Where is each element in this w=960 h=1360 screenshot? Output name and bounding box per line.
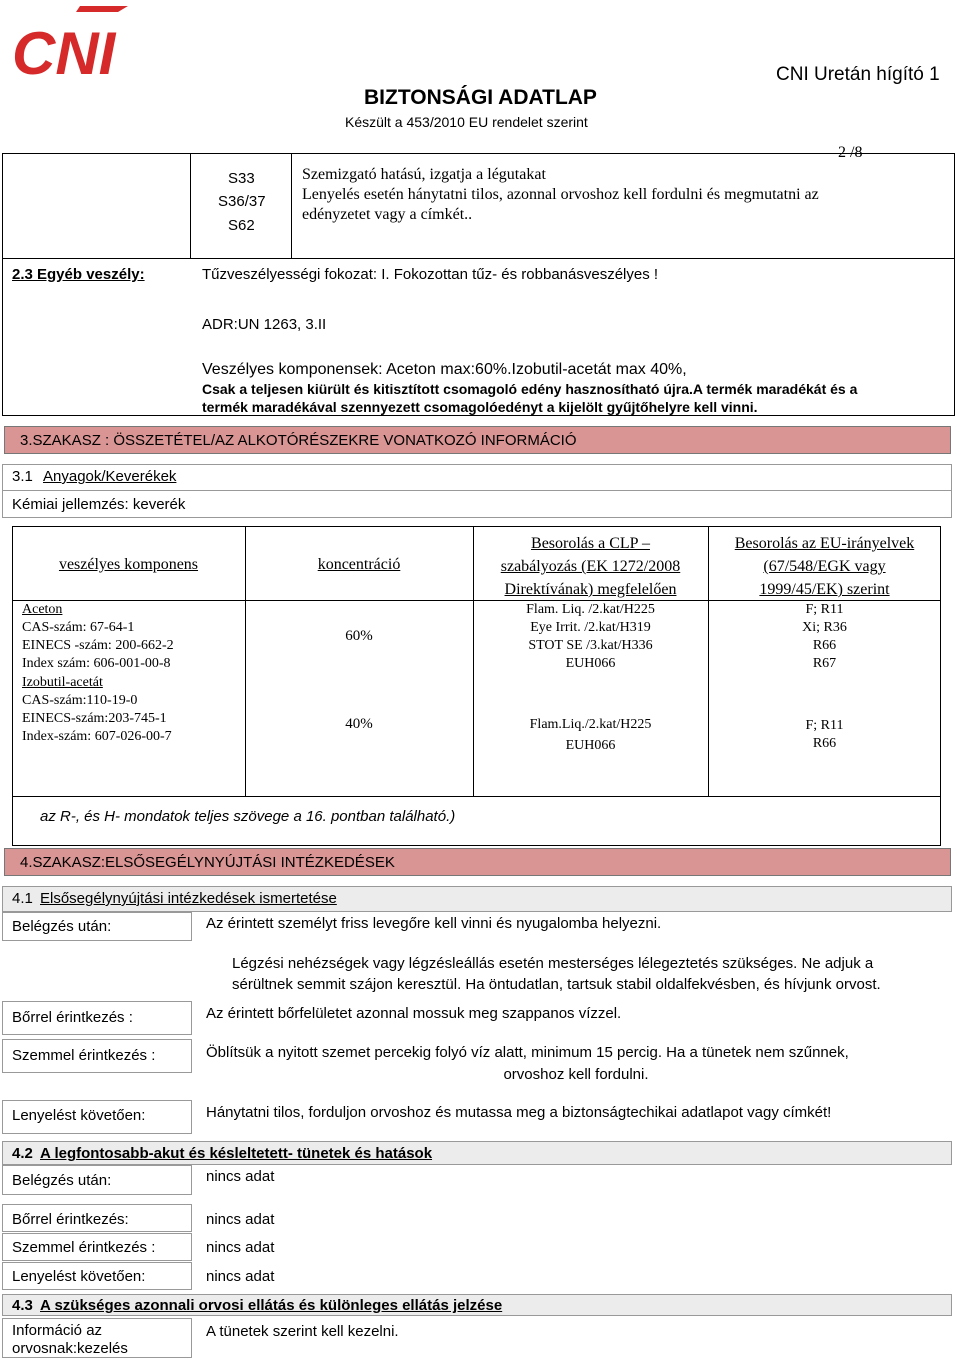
product-name: CNI Uretán hígító 1 [776, 64, 940, 85]
s42-title: A legfontosabb-akut és késleltetett- tünetek és hatások [40, 1145, 433, 1162]
s-phrase-code: S33 [228, 170, 255, 187]
header-eu: Besorolás az EU-irányelvek (67/548/EGK vagy 1999/45/EK) szerint [734, 535, 915, 598]
component-name: Aceton [22, 602, 63, 617]
symptom-label: Bőrrel érintkezés: [12, 1211, 129, 1228]
doctor-info-label: Információ az orvosnak:kezelés [12, 1322, 128, 1357]
clp-classification: Flam. Liq. /2.kat/H225 Eye Irrit. /2.kat/H319 STOT SE /3.kat/H336 EUH066 [526, 602, 655, 671]
breathing-text: Légzési nehézségek vagy légzésleállás esetén mesterséges lélegeztetés szükséges. Ne adjuk a sérültnek semmit szájon keresztül. Ha öntudatlan, tartsuk stabil oldalfekvésben, és hívjunk orvost. [232, 955, 881, 993]
eu-classification: F; R11 R66 [805, 718, 844, 751]
concentration-value: 40% [345, 716, 373, 732]
s-phrase-text: edényzetet vagy a címkét.. [302, 206, 473, 223]
symptom-value: nincs adat [206, 1268, 275, 1285]
inhalation-text: Az érintett személyt friss levegőre kell vinni és nyugalomba helyezni. [206, 915, 662, 932]
doctor-info-text: A tünetek szerint kell kezelni. [206, 1323, 399, 1340]
component-name: Izobutil-acetát [22, 675, 103, 690]
hazard-components: Veszélyes komponensek: Aceton max:60%.Izobutil-acetát max 40%, [202, 361, 687, 378]
eu-classification: F; R11 Xi; R36 R66 R67 [802, 602, 847, 671]
symptom-value: nincs adat [206, 1168, 275, 1185]
s-phrase-text: Lenyelés esetén hánytatni tilos, azonnal orvoshoz kell fordulni és megmutatni az [302, 186, 819, 203]
table-row: Izobutil-acetát CAS-szám:110-19-0 EINECS-szám:203-745-1 Index-szám: 607-026-00-7 [22, 675, 172, 744]
substances-title: Anyagok/Keverékek [43, 468, 177, 485]
header-concentration: koncentráció [317, 556, 401, 573]
header-clp: Besorolás a CLP – szabályozás (EK 1272/2008 Direktívának) megfelelően [500, 535, 681, 598]
page-number: 2 /8 [838, 144, 863, 161]
svg-text:CNI: CNI [12, 20, 116, 82]
clp-classification: Flam.Liq./2.kat/H225 EUH066 [529, 717, 652, 753]
symptom-label: Belégzés után: [12, 1172, 112, 1189]
section3-title: 3.SZAKASZ : ÖSSZETÉTEL/AZ ALKOTÓRÉSZEKRE VONATKOZÓ INFORMÁCIÓ [20, 432, 577, 449]
s-phrase-code: S62 [228, 217, 255, 234]
table-row: Aceton CAS-szám: 67-64-1 EINECS -szám: 200-662-2 Index szám: 606-001-00-8 [22, 602, 174, 671]
concentration-value: 60% [345, 628, 373, 644]
substances-num: 3.1 [12, 468, 33, 485]
ingestion-label: Lenyelést követően: [12, 1107, 146, 1124]
s41-title: Elsősegélynyújtási intézkedések ismertetése [40, 890, 337, 907]
packaging-note: Csak a teljesen kiürült és kitisztított csomagoló edény hasznosítható újra.A termék maradékát és a [202, 381, 858, 397]
other-hazard-label: 2.3 Egyéb veszély: [12, 266, 145, 283]
skin-text: Az érintett bőrfelületet azonnal mossuk meg szappanos vízzel. [206, 1005, 622, 1022]
symptom-value: nincs adat [206, 1239, 275, 1256]
section4-title: 4.SZAKASZ:ELSŐSEGÉLYNYÚJTÁSI INTÉZKEDÉSEK [20, 854, 395, 871]
doc-subtitle: Készült a 453/2010 EU rendelet szerint [345, 114, 588, 130]
symptom-value: nincs adat [206, 1211, 275, 1228]
s43-num: 4.3 [12, 1297, 33, 1314]
symptom-label: Szemmel érintkezés : [12, 1239, 156, 1256]
s43-title: A szükséges azonnali orvosi ellátás és különleges ellátás jelzése [40, 1297, 503, 1314]
eye-label: Szemmel érintkezés : [12, 1047, 156, 1064]
company-logo [10, 4, 128, 82]
r-h-note: az R-, és H- mondatok teljes szövege a 16. pontban található.) [40, 808, 456, 825]
s41-num: 4.1 [12, 890, 33, 907]
skin-label: Bőrrel érintkezés : [12, 1009, 133, 1026]
ingestion-text: Hánytatni tilos, forduljon orvoshoz és mutassa meg a biztonságtechikai adatlapot vagy címkét! [206, 1104, 832, 1121]
adr-text: ADR:UN 1263, 3.II [202, 316, 327, 333]
eye-text: Öblítsük a nyitott szemet percekig folyó víz alatt, minimum 15 percig. Ha a tünetek nem szűnnek, [206, 1044, 849, 1061]
s42-num: 4.2 [12, 1145, 33, 1162]
symptom-label: Lenyelést követően: [12, 1268, 146, 1285]
header-component: veszélyes komponens [58, 556, 199, 573]
eye-text-cont: orvoshoz kell fordulni. [503, 1066, 649, 1083]
chem-characterization: Kémiai jellemzés: keverék [12, 496, 186, 513]
s-phrase-text: Szemizgató hatású, izgatja a légutakat [302, 166, 546, 183]
doc-title: BIZTONSÁGI ADATLAP [364, 86, 597, 109]
fire-hazard-text: Tűzveszélyességi fokozat: I. Fokozottan tűz- és robbanásveszélyes ! [202, 266, 659, 283]
inhalation-label: Belégzés után: [12, 918, 112, 935]
s-phrase-code: S36/37 [218, 193, 266, 210]
packaging-note: termék maradékával szennyezett csomagolóedényt a kijelölt gyűjtőhelyre kell vinni. [202, 399, 758, 415]
